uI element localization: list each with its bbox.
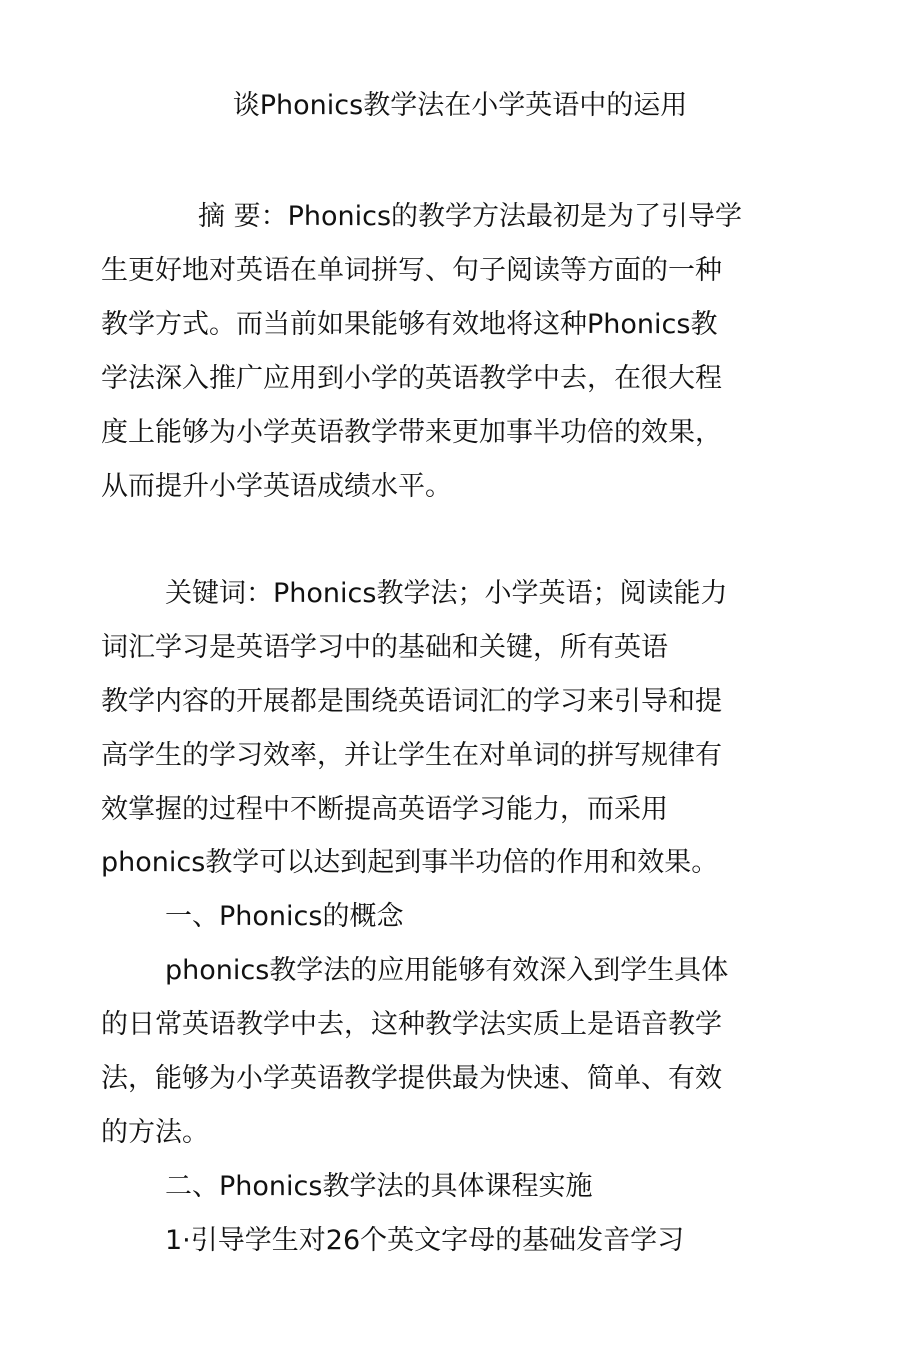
intro-line-1: 词汇学习是英语学习中的基础和关键，所有英语 <box>101 632 668 663</box>
section-2-heading: 二、Phonics教学法的具体课程实施 <box>165 1171 593 1202</box>
subsection-1-heading: 1·引导学生对26个英文字母的基础发音学习 <box>165 1225 685 1256</box>
document-title: 谈Phonics教学法在小学英语中的运用 <box>232 90 688 121</box>
section-1-line-3: 法，能够为小学英语教学提供最为快速、简单、有效 <box>101 1063 722 1094</box>
section-1-line-2: 的日常英语教学中去，这种教学法实质上是语音教学 <box>101 1009 722 1040</box>
section-1-heading: 一、Phonics的概念 <box>165 901 404 932</box>
abstract-line-4: 学法深入推广应用到小学的英语教学中去，在很大程 <box>101 363 722 394</box>
abstract-line-1: 摘 要：Phonics的教学方法最初是为了引导学 <box>198 201 743 232</box>
intro-line-2: 教学内容的开展都是围绕英语词汇的学习来引导和提 <box>101 686 722 717</box>
section-1-line-4: 的方法。 <box>101 1117 209 1148</box>
abstract-line-3: 教学方式。而当前如果能够有效地将这种Phonics教 <box>101 309 718 340</box>
keywords-line: 关键词：Phonics教学法；小学英语；阅读能力 <box>165 578 728 609</box>
intro-line-5: phonics教学可以达到起到事半功倍的作用和效果。 <box>101 847 719 878</box>
intro-line-3: 高学生的学习效率，并让学生在对单词的拼写规律有 <box>101 740 722 771</box>
abstract-line-2: 生更好地对英语在单词拼写、句子阅读等方面的一种 <box>101 255 722 286</box>
abstract-line-6: 从而提升小学英语成绩水平。 <box>101 471 452 502</box>
abstract-line-5: 度上能够为小学英语教学带来更加事半功倍的效果， <box>101 417 722 448</box>
intro-line-4: 效掌握的过程中不断提高英语学习能力，而采用 <box>101 794 668 825</box>
section-1-line-1: phonics教学法的应用能够有效深入到学生具体 <box>165 955 729 986</box>
